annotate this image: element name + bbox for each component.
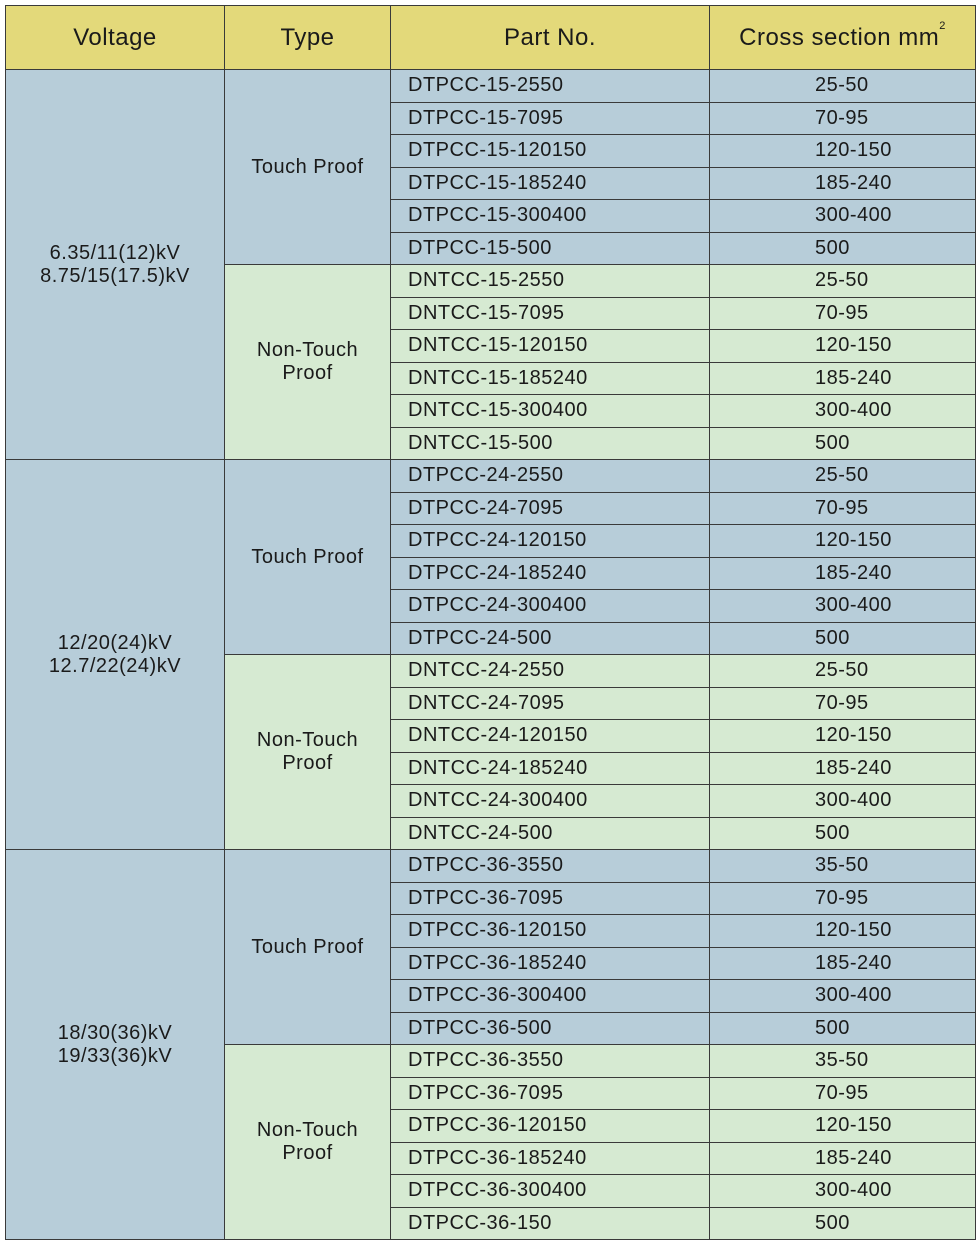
cross-section-cell: 120-150 bbox=[710, 1110, 976, 1143]
part-no-cell: DTPCC-24-300400 bbox=[391, 590, 710, 623]
cross-section-cell: 185-240 bbox=[710, 1142, 976, 1175]
type-cell bbox=[225, 265, 391, 460]
part-no-cell: DTPCC-36-3550 bbox=[391, 1045, 710, 1078]
voltage-cell bbox=[6, 460, 225, 850]
part-no-cell: DNTCC-15-2550 bbox=[391, 265, 710, 298]
cross-section-cell: 70-95 bbox=[710, 297, 976, 330]
cross-section-cell: 300-400 bbox=[710, 980, 976, 1013]
part-no-cell: DTPCC-15-500 bbox=[391, 232, 710, 265]
voltage-line: 19/33(36)kV bbox=[57, 1044, 173, 1067]
part-no-cell: DNTCC-15-185240 bbox=[391, 362, 710, 395]
cross-section-cell: 500 bbox=[710, 1207, 976, 1240]
part-no-cell: DTPCC-15-120150 bbox=[391, 135, 710, 168]
part-no-cell: DTPCC-24-2550 bbox=[391, 460, 710, 493]
cross-section-cell: 300-400 bbox=[710, 200, 976, 233]
cross-section-cell: 300-400 bbox=[710, 590, 976, 623]
cross-section-cell: 35-50 bbox=[710, 850, 976, 883]
part-no-cell: DNTCC-24-7095 bbox=[391, 687, 710, 720]
type-line: Touch Proof bbox=[251, 155, 364, 178]
part-no-cell: DNTCC-24-300400 bbox=[391, 785, 710, 818]
table-row bbox=[6, 460, 976, 493]
part-no-cell: DNTCC-24-185240 bbox=[391, 752, 710, 785]
part-no-cell: DNTCC-15-7095 bbox=[391, 297, 710, 330]
part-no-cell: DTPCC-36-3550 bbox=[391, 850, 710, 883]
part-no-cell: DNTCC-15-300400 bbox=[391, 395, 710, 428]
cross-section-cell: 120-150 bbox=[710, 330, 976, 363]
part-no-cell: DNTCC-24-120150 bbox=[391, 720, 710, 753]
type-line: Non-Touch bbox=[256, 1119, 359, 1141]
part-no-cell: DTPCC-24-185240 bbox=[391, 557, 710, 590]
part-no-cell: DTPCC-36-7095 bbox=[391, 1077, 710, 1110]
part-no-cell: DTPCC-36-150 bbox=[391, 1207, 710, 1240]
cross-section-cell: 70-95 bbox=[710, 1077, 976, 1110]
voltage-line: 12/20(24)kV bbox=[57, 631, 173, 654]
cross-section-cell: 185-240 bbox=[710, 557, 976, 590]
cross-section-cell: 500 bbox=[710, 1012, 976, 1045]
part-no-cell: DTPCC-36-300400 bbox=[391, 980, 710, 1013]
part-no-cell: DTPCC-36-7095 bbox=[391, 882, 710, 915]
part-no-cell: DTPCC-15-185240 bbox=[391, 167, 710, 200]
cross-section-cell: 120-150 bbox=[710, 915, 976, 948]
cross-section-cell: 120-150 bbox=[710, 525, 976, 558]
part-no-cell: DTPCC-36-300400 bbox=[391, 1175, 710, 1208]
cross-section-cell: 25-50 bbox=[710, 655, 976, 688]
table-row bbox=[6, 70, 976, 103]
cross-section-cell: 300-400 bbox=[710, 785, 976, 818]
part-no-cell: DTPCC-36-185240 bbox=[391, 947, 710, 980]
cross-section-cell: 120-150 bbox=[710, 720, 976, 753]
voltage-cell bbox=[6, 850, 225, 1240]
part-no-cell: DTPCC-36-120150 bbox=[391, 915, 710, 948]
voltage-line: 8.75/15(17.5)kV bbox=[40, 264, 190, 287]
header-part-no: Part No. bbox=[391, 6, 710, 70]
table-row bbox=[6, 850, 976, 883]
type-line: Proof bbox=[282, 1142, 333, 1164]
part-no-cell: DNTCC-24-500 bbox=[391, 817, 710, 850]
cross-section-cell: 35-50 bbox=[710, 1045, 976, 1078]
type-cell bbox=[225, 1045, 391, 1240]
part-no-cell: DTPCC-15-2550 bbox=[391, 70, 710, 103]
cross-section-cell: 185-240 bbox=[710, 362, 976, 395]
cross-section-cell: 70-95 bbox=[710, 687, 976, 720]
voltage-line: 6.35/11(12)kV bbox=[49, 241, 181, 264]
cable-spec-table bbox=[5, 5, 976, 1240]
part-no-cell: DTPCC-24-120150 bbox=[391, 525, 710, 558]
type-cell bbox=[225, 655, 391, 850]
part-no-cell: DTPCC-36-185240 bbox=[391, 1142, 710, 1175]
header-cross-section-superscript: 2 bbox=[939, 19, 946, 32]
cross-section-cell: 120-150 bbox=[710, 135, 976, 168]
type-line: Touch Proof bbox=[251, 935, 364, 958]
part-no-cell: DTPCC-24-7095 bbox=[391, 492, 710, 525]
type-line: Touch Proof bbox=[251, 545, 364, 568]
voltage-cell bbox=[6, 70, 225, 460]
type-line: Non-Touch bbox=[256, 729, 359, 751]
cross-section-cell: 500 bbox=[710, 427, 976, 460]
voltage-line: 12.7/22(24)kV bbox=[48, 654, 182, 677]
part-no-cell: DTPCC-36-120150 bbox=[391, 1110, 710, 1143]
type-cell bbox=[225, 460, 391, 655]
type-line: Proof bbox=[282, 752, 333, 774]
part-no-cell: DNTCC-15-120150 bbox=[391, 330, 710, 363]
cross-section-cell: 70-95 bbox=[710, 882, 976, 915]
header-cross-section bbox=[710, 6, 976, 70]
type-line: Non-Touch bbox=[256, 339, 359, 361]
voltage-line: 18/30(36)kV bbox=[57, 1021, 173, 1044]
cross-section-cell: 500 bbox=[710, 622, 976, 655]
cross-section-cell: 185-240 bbox=[710, 947, 976, 980]
part-no-cell: DNTCC-15-500 bbox=[391, 427, 710, 460]
part-no-cell: DTPCC-24-500 bbox=[391, 622, 710, 655]
cross-section-cell: 185-240 bbox=[710, 167, 976, 200]
table-body bbox=[6, 70, 976, 1240]
table-header-row bbox=[6, 6, 976, 70]
part-no-cell: DTPCC-15-7095 bbox=[391, 102, 710, 135]
cross-section-cell: 500 bbox=[710, 232, 976, 265]
cross-section-cell: 300-400 bbox=[710, 1175, 976, 1208]
type-cell bbox=[225, 850, 391, 1045]
header-cross-section-label: Cross section mm bbox=[739, 23, 940, 51]
cross-section-cell: 25-50 bbox=[710, 460, 976, 493]
type-cell bbox=[225, 70, 391, 265]
part-no-cell: DTPCC-15-300400 bbox=[391, 200, 710, 233]
cross-section-cell: 300-400 bbox=[710, 395, 976, 428]
header-type: Type bbox=[225, 6, 391, 70]
header-voltage: Voltage bbox=[6, 6, 225, 70]
cross-section-cell: 70-95 bbox=[710, 102, 976, 135]
cross-section-cell: 25-50 bbox=[710, 70, 976, 103]
part-no-cell: DNTCC-24-2550 bbox=[391, 655, 710, 688]
cross-section-cell: 185-240 bbox=[710, 752, 976, 785]
cross-section-cell: 25-50 bbox=[710, 265, 976, 298]
type-line: Proof bbox=[282, 362, 333, 384]
part-no-cell: DTPCC-36-500 bbox=[391, 1012, 710, 1045]
cross-section-cell: 70-95 bbox=[710, 492, 976, 525]
cross-section-cell: 500 bbox=[710, 817, 976, 850]
